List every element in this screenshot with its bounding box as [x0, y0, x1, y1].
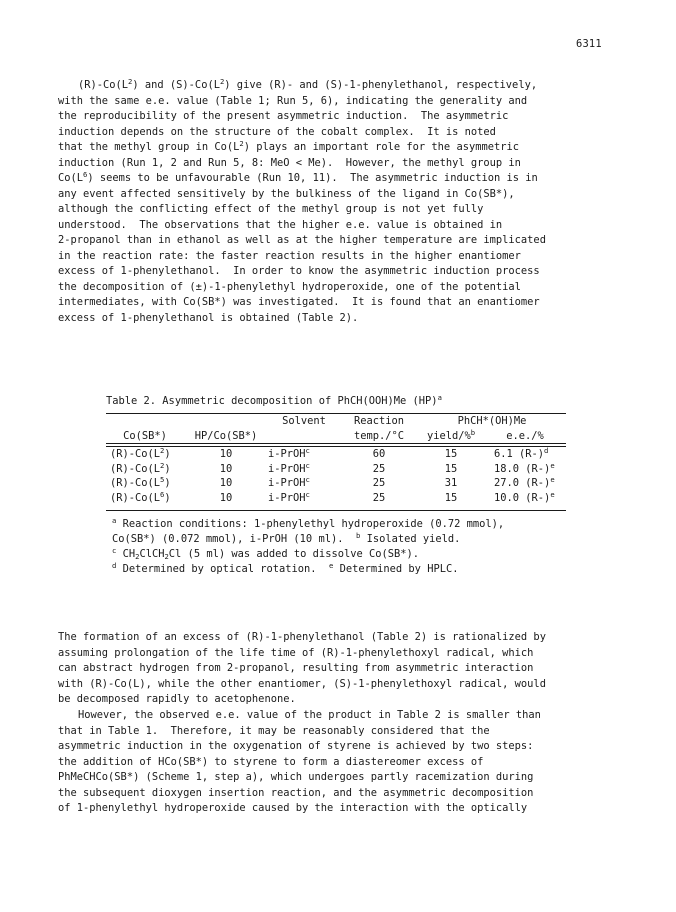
cell-ratio: 10	[219, 448, 233, 461]
paragraph-1-line: intermediates, with Co(SB*) was investigated. It is found that an enantiomer	[58, 296, 540, 308]
table-2	[106, 394, 566, 577]
paragraph-1-line: with the same e.e. value (Table 1; Run 5, 6), indicating the generality and	[58, 94, 528, 107]
cell-ratio: 10	[219, 477, 233, 490]
header-temp: temp./°C	[353, 429, 405, 442]
header-reaction: Reaction	[353, 415, 405, 427]
table-header-row-2	[106, 429, 566, 444]
header-complex: Co(SB*)	[123, 429, 167, 442]
paragraph-1-line: $(R)-Co(L^2)$ and $(S)-Co(L^2)$ give (R)- and (S)-1-phenylethanol, respectively,	[78, 77, 538, 91]
cell-ee: 27.0 $(R-)^e$	[494, 475, 555, 490]
table-grid	[106, 414, 566, 443]
page-number: 6311	[576, 38, 602, 50]
paragraph-1-line: excess of 1-phenylethanol is obtained (Table 2).	[58, 311, 359, 324]
cell-complex: $(R)-Co(L^6)$	[110, 489, 171, 504]
paragraph-2-line: with (R)-Co(L), while the other enantiomer, (S)-1-phenylethoxyl radical, would	[58, 677, 546, 690]
cell-complex: $(R)-Co(L^2)$	[110, 446, 171, 461]
header-yield: yield/%$^b$	[426, 427, 476, 442]
cell-ratio: 10	[219, 462, 233, 475]
note-a: $^a$ Reaction conditions: 1-phenylethyl hydroperoxide (0.72 mmol),	[112, 515, 505, 530]
paragraph-1-line: that the methyl group in $Co(L^2)$ plays an important role for the asymmetric	[58, 139, 520, 153]
table-body	[106, 447, 566, 505]
cell-temp: 25	[372, 462, 386, 475]
table-header-row-1	[106, 414, 566, 429]
cell-ratio: 10	[219, 491, 233, 504]
cell-complex: $(R)-Co(L^2)$	[110, 460, 171, 475]
paragraph-1-line: excess of 1-phenylethanol. In order to know the asymmetric induction process	[58, 265, 540, 277]
paragraph-3-line: asymmetric induction in the oxygenation of styrene is achieved by two steps:	[58, 740, 534, 752]
cell-temp: 25	[372, 477, 386, 490]
paragraph-3-line: the subsequent dioxygen insertion reaction, and the asymmetric decomposition	[58, 786, 534, 799]
paragraph-3-line: However, the observed e.e. value of the product in Table 2 is smaller than	[78, 709, 541, 721]
cell-solvent: i-PrOH$^c$	[268, 460, 310, 475]
paragraph-2	[58, 630, 628, 708]
cell-ee: 10.0 $(R-)^e$	[494, 489, 555, 504]
cell-yield: 15	[444, 462, 458, 475]
cell-temp: 60	[372, 448, 386, 461]
cell-yield: 31	[444, 477, 458, 490]
cell-solvent: i-PrOH$^c$	[268, 489, 310, 504]
paragraph-2-line: The formation of an excess of (R)-1-phenylethanol (Table 2) is rationalized by	[58, 631, 546, 643]
paragraph-2-line: be decomposed rapidly to acetophenone.	[58, 693, 296, 705]
cell-solvent: i-PrOH$^c$	[268, 446, 310, 461]
paragraph-2-line: assuming prolongation of the life time of (R)-1-phenylethoxyl radical, which	[58, 646, 534, 659]
paragraph-1-line: although the conflicting effect of the methyl group is not yet fully	[58, 203, 484, 215]
header-ee: e.e./%	[506, 429, 544, 442]
note-c: $^c$ $CH_2ClCH_2Cl$ (5 ml) was added to dissolve Co(SB*).	[112, 545, 420, 561]
table-row	[106, 491, 566, 506]
paragraph-3-line: of 1-phenylethyl hydroperoxide caused by the interaction with the optically	[58, 802, 528, 814]
paragraph-3	[58, 708, 628, 817]
cell-solvent: i-PrOH$^c$	[268, 475, 310, 490]
table-row	[106, 476, 566, 491]
note-a-b: Co(SB*) (0.072 mmol), i-PrOH (10 ml). $^b$ Isolated yield.	[112, 530, 461, 545]
paragraph-3-line: that in Table 1. Therefore, it may be reasonably considered that the	[58, 724, 490, 737]
paragraph-3-line: the addition of HCo(SB*) to styrene to form a diastereomer excess of	[58, 755, 484, 768]
cell-temp: 25	[372, 491, 386, 504]
header-product: PhCH*(OH)Me	[457, 415, 527, 427]
table-row	[106, 447, 566, 462]
cell-ee: 6.1 $(R-)^d$	[494, 446, 549, 461]
paragraph-1-line: $Co(L^6)$ seems to be unfavourable (Run 10, 11). The asymmetric induction is in	[58, 170, 538, 184]
header-solvent: Solvent	[282, 415, 326, 427]
paragraph-3-line: PhMeCHCo(SB*) (Scheme 1, step a), which undergoes partly racemization during	[58, 771, 534, 783]
paragraph-1-line: in the reaction rate: the faster reaction results in the higher enantiomer	[58, 249, 521, 262]
table-notes	[112, 517, 566, 577]
cell-complex: $(R)-Co(L^5)$	[110, 475, 171, 490]
paragraph-1-line: induction depends on the structure of the cobalt complex. It is noted	[58, 125, 496, 138]
paragraph-1	[58, 78, 628, 326]
paragraph-1-line: the decomposition of (±)-1-phenylethyl hydroperoxide, one of the potential	[58, 280, 521, 293]
cell-yield: 15	[444, 491, 458, 504]
table-caption: Table 2. Asymmetric decomposition of PhCH(OOH)Me (HP)$^a$	[106, 393, 442, 407]
paragraph-1-line: the reproducibility of the present asymmetric induction. The asymmetric	[58, 110, 509, 122]
note-d-e: $^d$ Determined by optical rotation. $^e$ Determined by HPLC.	[112, 560, 459, 575]
table-row	[106, 462, 566, 477]
paragraph-1-line: any event affected sensitively by the bulkiness of the ligand in Co(SB*),	[58, 187, 515, 200]
paragraph-1-line: induction (Run 1, 2 and Run 5, 8: MeO < Me). However, the methyl group in	[58, 156, 521, 169]
paragraph-2-line: can abstract hydrogen from 2-propanol, resulting from asymmetric interaction	[58, 662, 534, 674]
cell-yield: 15	[444, 448, 458, 461]
paragraph-1-line: 2-propanol than in ethanol as well as at the higher temperature are implicated	[58, 234, 546, 246]
header-ratio: HP/Co(SB*)	[194, 429, 258, 442]
paragraph-1-line: understood. The observations that the higher e.e. value is obtained in	[58, 218, 503, 231]
cell-ee: 18.0 $(R-)^e$	[494, 460, 555, 475]
table-bottom-rule	[106, 510, 566, 511]
